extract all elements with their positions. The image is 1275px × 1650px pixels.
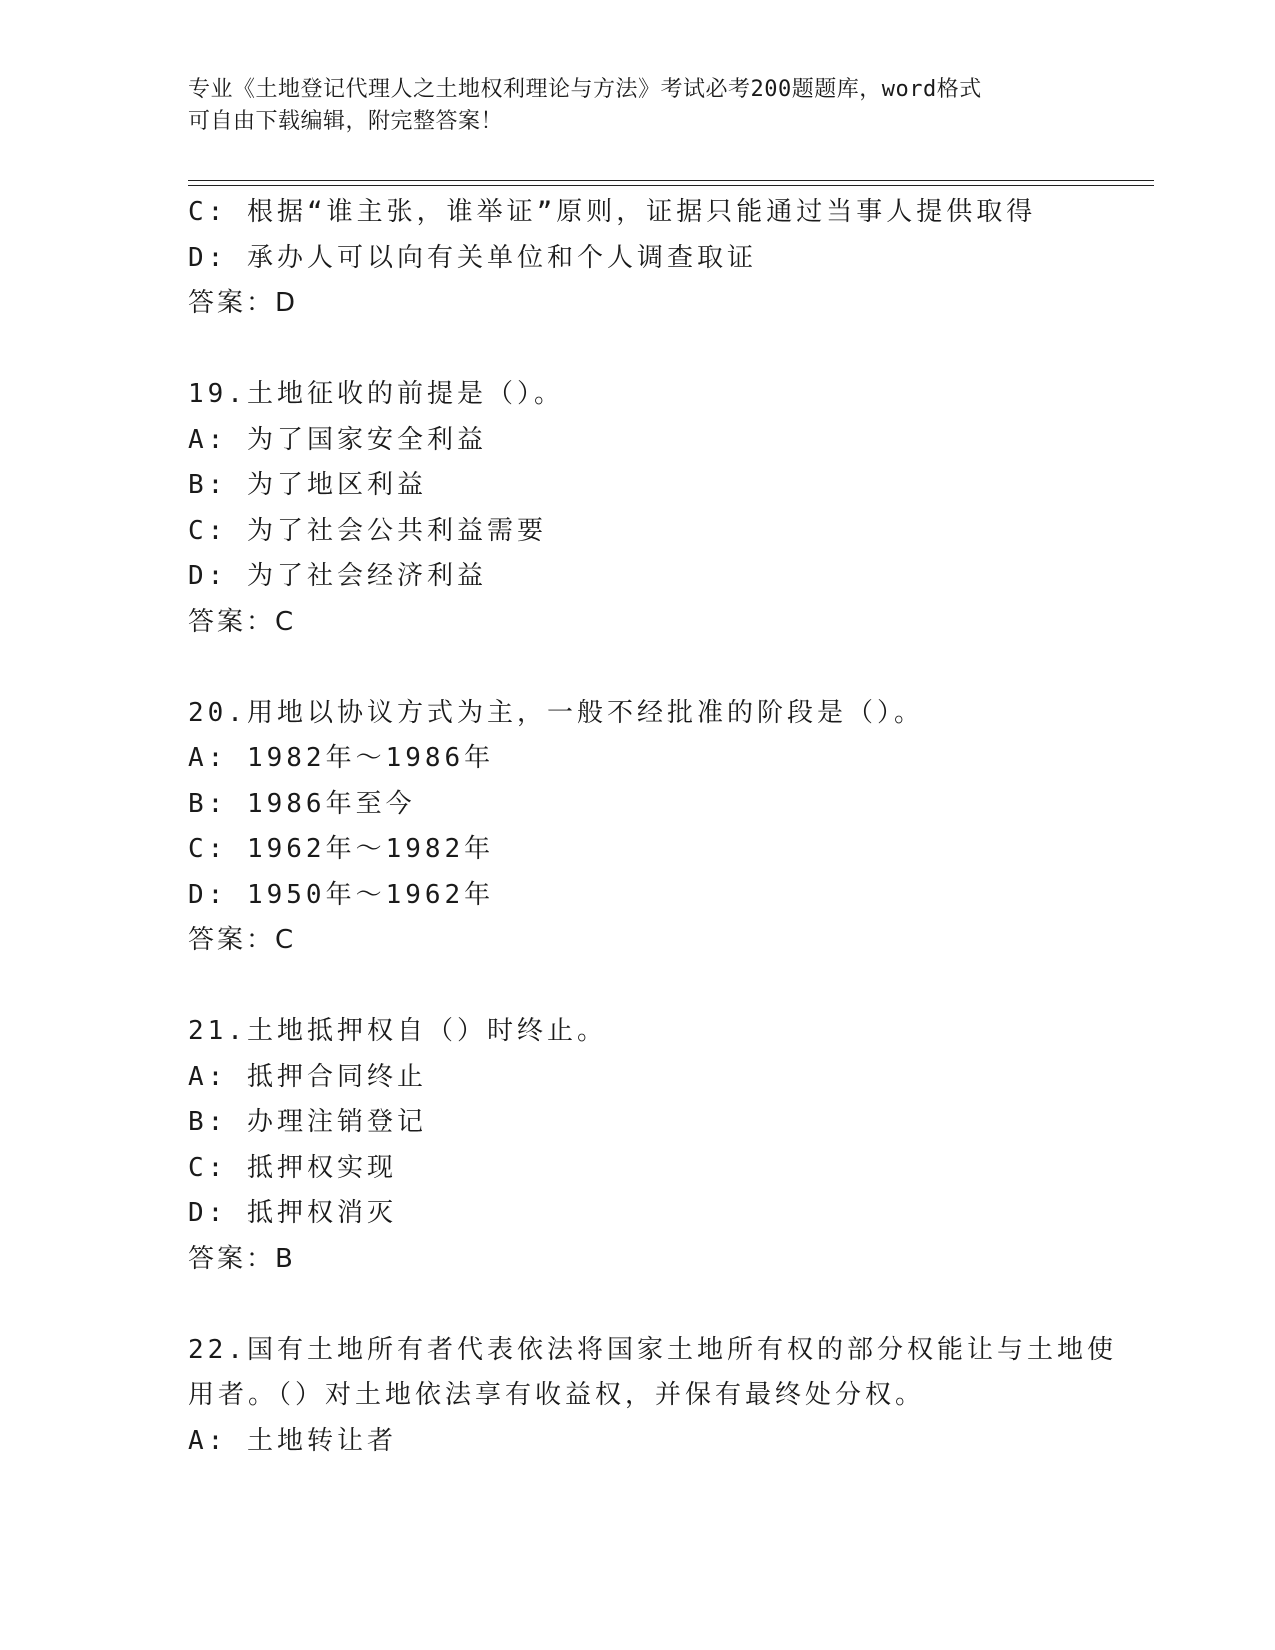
- option-line: D: 1950年～1962年: [188, 879, 495, 910]
- question-list: [188, 190, 1117, 1464]
- answer-line: 答案：D: [188, 288, 299, 318]
- question-text: 20.用地以协议方式为主，一般不经批准的阶段是（）。: [188, 697, 924, 728]
- header-divider-top: [188, 180, 1154, 181]
- answer-line: 答案：C: [188, 925, 297, 955]
- header-title-line-1: 专业《土地登记代理人之土地权利理论与方法》考试必考200题题库，word格式: [188, 77, 982, 102]
- question-spacer: [188, 645, 1088, 691]
- option-line: B: 1986年至今: [188, 788, 416, 819]
- header-title-line-2: 可自由下载编辑，附完整答案！: [188, 109, 504, 134]
- option-line: A: 为了国家安全利益: [188, 424, 487, 455]
- option-line: A: 1982年～1986年: [188, 743, 495, 773]
- option-line: C: 1962年～1982年: [188, 834, 495, 864]
- question-spacer: [188, 327, 1088, 373]
- question-text: 用者。（）对土地依法享有收益权，并保有最终处分权。: [188, 1380, 926, 1410]
- option-line: D: 承办人可以向有关单位和个人调查取证: [188, 242, 757, 273]
- option-line: A: 抵押合同终止: [188, 1061, 427, 1092]
- question-text: 21.土地抵押权自（）时终止。: [188, 1016, 607, 1046]
- option-line: B: 为了地区利益: [188, 470, 427, 500]
- option-line: B: 办理注销登记: [188, 1107, 427, 1137]
- option-line: D: 抵押权消灭: [188, 1198, 397, 1228]
- option-line: A: 土地转让者: [188, 1425, 397, 1456]
- option-line: C: 根据“谁主张，谁举证”原则，证据只能通过当事人提供取得: [188, 197, 1037, 227]
- option-line: C: 为了社会公共利益需要: [188, 515, 547, 546]
- question-spacer: [188, 1282, 1088, 1328]
- answer-line: 答案：C: [188, 606, 297, 637]
- question-text: 22.国有土地所有者代表依法将国家土地所有权的部分权能让与土地使: [188, 1334, 1117, 1365]
- question-text: 19.土地征收的前提是（）。: [188, 379, 564, 409]
- question-spacer: [188, 964, 1088, 1010]
- answer-line: 答案：B: [188, 1243, 296, 1274]
- option-line: D: 为了社会经济利益: [188, 561, 487, 591]
- document-header: [188, 74, 1088, 138]
- option-line: C: 抵押权实现: [188, 1152, 397, 1183]
- header-divider-bottom: [188, 185, 1154, 186]
